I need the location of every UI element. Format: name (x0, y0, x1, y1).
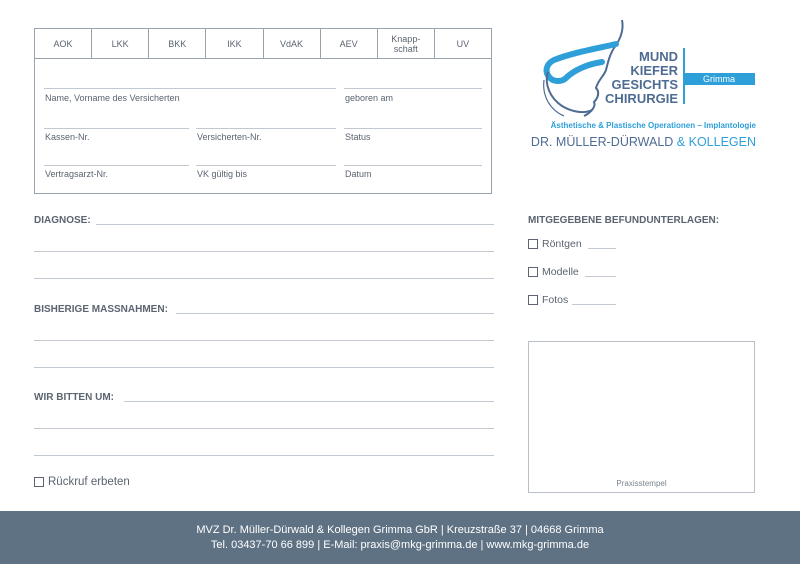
bitten-line-1[interactable] (124, 401, 494, 402)
fund-cell-vdak[interactable]: VdAK (264, 29, 321, 58)
name-field-line[interactable] (44, 88, 336, 89)
fund-cell-aev[interactable]: AEV (321, 29, 378, 58)
vertragsarzt-field-line[interactable] (44, 165, 189, 166)
practice-name-main: DR. MÜLLER-DÜRWALD (530, 135, 674, 149)
massnahmen-title: BISHERIGE MASSNAHMEN: (34, 304, 168, 315)
logo-word-mund: MUND (639, 49, 678, 64)
logo-word-gesichts: GESICHTS (611, 77, 678, 92)
befund-item-label: Modelle (542, 266, 579, 278)
diagnose-line-2[interactable] (34, 251, 494, 252)
birth-field-line[interactable] (344, 88, 482, 89)
massnahmen-line-2[interactable] (34, 340, 494, 341)
diagnose-line-3[interactable] (34, 278, 494, 279)
rueckruf-label: Rückruf erbeten (48, 476, 130, 488)
footer-bar (0, 511, 800, 564)
massnahmen-line-3[interactable] (34, 367, 494, 368)
fund-cell-bkk[interactable]: BKK (149, 29, 206, 58)
befund-item-modelle[interactable] (528, 266, 579, 278)
checkbox-square-icon[interactable] (528, 239, 538, 249)
diagnose-title: DIAGNOSE: (34, 215, 91, 226)
fund-label-knappschaft: Knapp- schaft (391, 33, 421, 54)
insurance-fund-row (35, 29, 491, 59)
modelle-line[interactable] (585, 276, 616, 277)
fund-cell-uv[interactable]: UV (456, 38, 470, 49)
befund-item-fotos[interactable] (528, 294, 568, 306)
name-label: Name, Vorname des Versicherten (45, 93, 180, 103)
checkbox-square-icon[interactable] (34, 477, 44, 487)
footer-contact: Tel. 03437-70 66 899 | E-Mail: praxis@mkg-grimma.de | www.mkg-grimma.de (210, 539, 590, 551)
status-field-line[interactable] (344, 128, 482, 129)
vertragsarzt-label: Vertragsarzt-Nr. (45, 169, 109, 179)
versicherten-nr-label: Versicherten-Nr. (197, 132, 262, 142)
vk-label: VK gültig bis (197, 169, 248, 179)
befund-item-roentgen[interactable] (528, 238, 582, 250)
befund-item-label: Fotos (542, 294, 569, 306)
stamp-box[interactable] (528, 341, 755, 493)
bitten-line-3[interactable] (34, 455, 494, 456)
befund-title: MITGEGEBENE BEFUNDUNTERLAGEN: (528, 215, 720, 226)
checkbox-square-icon[interactable] (528, 267, 538, 277)
logo-tagline: Ästhetische & Plastische Operationen – Implantologie (550, 121, 756, 130)
practice-name-accent: & KOLLEGEN (676, 135, 756, 149)
fund-cell-aok[interactable]: AOK (35, 29, 92, 58)
bitten-title: WIR BITTEN UM: (34, 392, 114, 403)
roentgen-line[interactable] (588, 248, 616, 249)
birth-label: geboren am (345, 93, 394, 103)
rueckruf-checkbox[interactable] (34, 476, 130, 488)
massnahmen-line-1[interactable] (176, 313, 494, 314)
versicherten-nr-field-line[interactable] (196, 128, 336, 129)
kassen-nr-label: Kassen-Nr. (45, 132, 90, 142)
fotos-line[interactable] (572, 304, 616, 305)
footer-address: MVZ Dr. Müller-Dürwald & Kollegen Grimma GbR | Kreuzstraße 37 | 04668 Grimma (196, 524, 604, 536)
fund-cell-lkk[interactable]: LKK (92, 29, 149, 58)
checkbox-square-icon[interactable] (528, 295, 538, 305)
status-label: Status (345, 132, 371, 142)
datum-field-line[interactable] (344, 165, 482, 166)
fund-cell-ikk[interactable]: IKK (206, 29, 263, 58)
fund-cell-knappschaft[interactable] (378, 29, 435, 58)
bitten-line-2[interactable] (34, 428, 494, 429)
datum-label: Datum (345, 169, 372, 179)
logo-word-kiefer: KIEFER (630, 63, 678, 78)
kassen-nr-field-line[interactable] (44, 128, 189, 129)
logo-word-chirurgie: CHIRURGIE (605, 91, 678, 106)
stamp-label: Praxisstempel (616, 479, 667, 488)
befund-item-label: Röntgen (542, 238, 582, 250)
vk-field-line[interactable] (196, 165, 336, 166)
diagnose-line-1[interactable] (96, 224, 494, 225)
practice-name (520, 135, 756, 149)
location-badge: Grimma (685, 73, 755, 85)
